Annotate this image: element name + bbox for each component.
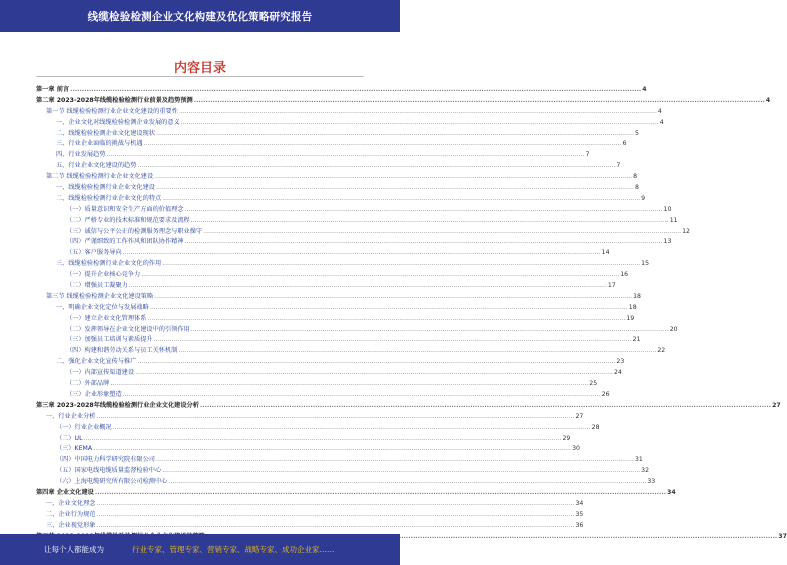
toc-entry-page: 7 (585, 151, 590, 159)
toc-entry-label: （一）建立企业文化管理体系 (66, 314, 147, 322)
toc-leader-dots (194, 96, 765, 107)
toc-entry-label: （四）严谨细致的工作作风和团队协作精神 (66, 238, 184, 246)
toc-leader-dots (150, 303, 628, 314)
toc-entry[interactable] (36, 303, 637, 314)
toc-entry[interactable] (36, 248, 610, 259)
toc-entry-label: （三）诚信与公平公正的检测服务理念与职业操守 (66, 227, 203, 235)
toc-entry-label: （二）增强员工凝聚力 (66, 282, 128, 290)
toc-entry-label: 第二节 线缆检验检测行业企业文化建设 (46, 173, 154, 181)
toc-entry[interactable] (36, 401, 781, 412)
report-title: 线缆检验检测企业文化构建及优化策略研究报告 (87, 11, 313, 23)
toc-entry-page: 32 (641, 467, 650, 475)
toc-entry[interactable] (36, 150, 590, 161)
toc-leader-dots (141, 270, 619, 281)
toc-leader-dots (137, 357, 615, 368)
toc-entry[interactable] (36, 107, 662, 118)
toc-leader-dots (162, 466, 640, 477)
toc-entry-label: 一、明确企业文化定位与发展战略 (56, 303, 149, 311)
toc-leader-dots (110, 379, 588, 390)
toc-divider (36, 76, 364, 77)
toc-entry[interactable] (36, 444, 580, 455)
toc-leader-dots (185, 237, 663, 248)
toc-entry-label: 二、线缆检验检测行业企业文化的特点 (56, 194, 162, 202)
toc-entry-label: （一）内部宣传渠道建设 (66, 369, 135, 377)
toc-entry-page: 20 (669, 325, 678, 333)
toc-leader-dots (200, 401, 771, 412)
toc-entry-page: 17 (607, 282, 616, 290)
toc-entry[interactable] (36, 521, 584, 532)
toc-entry-page: 33 (647, 478, 656, 486)
toc-leader-dots (70, 85, 641, 96)
toc-leader-dots (97, 499, 575, 510)
toc-entry-label: 第三节 线缆检验检测企业文化建设策略 (46, 292, 154, 300)
toc-entry-page: 5 (634, 129, 639, 137)
toc-leader-dots (179, 107, 657, 118)
toc-leader-dots (97, 521, 575, 532)
toc-entry[interactable] (36, 434, 571, 445)
toc-leader-dots (135, 368, 613, 379)
toc-entry[interactable] (36, 499, 584, 510)
toc-entry-label: 五、行业企业文化建设的趋势 (56, 162, 137, 170)
toc-entry[interactable] (36, 466, 650, 477)
toc-entry-page: 30 (572, 445, 580, 453)
toc-entry-page: 15 (641, 260, 650, 268)
toc-entry[interactable] (36, 314, 635, 325)
toc-entry[interactable] (36, 172, 638, 183)
toc-entry-label: 一、行业企业分析 (46, 412, 96, 420)
toc-entry[interactable] (36, 96, 771, 107)
toc-entry[interactable] (36, 292, 641, 303)
toc-entry[interactable] (36, 227, 690, 238)
toc-leader-dots (97, 412, 575, 423)
toc-entry[interactable] (36, 325, 678, 336)
toc-leader-dots (137, 161, 615, 172)
toc-entry[interactable] (36, 488, 676, 499)
toc-leader-dots (123, 248, 601, 259)
toc-entry[interactable] (36, 423, 600, 434)
toc-leader-dots (107, 150, 585, 161)
toc-entry-label: （一）质量意识和安全生产方面的价值理念 (66, 205, 184, 213)
toc-entry-label: 二、企业行为规范 (46, 510, 96, 518)
toc-entry-label: （五）客户服务导向 (66, 249, 122, 257)
toc-entry-page: 16 (620, 271, 629, 279)
toc-entry-page: 11 (669, 216, 678, 224)
toc-entry-page: 27 (772, 401, 781, 409)
toc-entry-label: （二）发挥领导在企业文化建设中的引领作用 (66, 325, 190, 333)
toc-entry-page: 27 (575, 412, 584, 420)
toc-entry[interactable] (36, 259, 650, 270)
toc-leader-dots (162, 194, 640, 205)
toc-entry-page: 12 (682, 227, 690, 235)
toc-entry[interactable] (36, 237, 672, 248)
toc-entry-page: 4 (657, 107, 662, 115)
toc-entry[interactable] (36, 270, 629, 281)
toc-leader-dots (97, 510, 575, 521)
toc-leader-dots (156, 129, 634, 140)
toc-entry-label: 三、线缆检验检测行业企业文化的作用 (56, 260, 162, 268)
toc-entry[interactable] (36, 477, 656, 488)
toc-leader-dots (154, 335, 632, 346)
toc-entry-page: 9 (641, 194, 646, 202)
toc-entry[interactable] (36, 368, 622, 379)
toc-entry-label: （四）构建和谐劳动关系与员工关怀机制 (66, 347, 178, 355)
toc-entry-page: 6 (622, 140, 627, 148)
toc-entry-label: 四、行业发展趋势 (56, 151, 106, 159)
toc-entry-page: 18 (628, 303, 637, 311)
toc-heading: 内容目录 (173, 61, 226, 76)
toc-leader-dots (129, 281, 607, 292)
toc-entry-page: 28 (591, 423, 600, 431)
toc-entry-label: （五）国家电线电缆质量监督检验中心 (56, 467, 162, 475)
toc-leader-dots (154, 172, 632, 183)
toc-leader-dots (162, 259, 640, 270)
toc-entry-label: （四）中国电力科学研究院有限公司 (56, 456, 155, 464)
footer-slogan-right: 行业专家、管理专家、营销专家、战略专家、成功企业家…… (132, 545, 335, 554)
toc-entry-label: 三、企业视觉形象 (46, 521, 96, 529)
footer-slogan-left: 让每个人都能成为 (44, 545, 104, 554)
toc-entry-label: （三）加强员工培训与素质提升 (66, 336, 153, 344)
toc-entry[interactable] (36, 216, 678, 227)
toc-entry[interactable] (36, 85, 647, 96)
toc-entry-label: 第二章 2023-2028年线缆检验检测行业前景及趋势预测 (36, 96, 193, 104)
toc-entry[interactable] (36, 412, 584, 423)
toc-entry-label: 一、企业文化对线缆检验检测企业发展的意义 (56, 118, 180, 126)
toc-entry-page: 13 (663, 238, 672, 246)
header-banner (0, 0, 400, 32)
toc-entry-page: 8 (634, 184, 639, 192)
toc-entry-label: （二）UL (56, 434, 83, 442)
toc-entry-label: 三、行业企业面临的挑战与机遇 (56, 140, 143, 148)
toc-entry-label: 二、线缆检验检测企业文化建设现状 (56, 129, 155, 137)
toc-entry[interactable] (36, 118, 664, 129)
toc-leader-dots (154, 292, 632, 303)
toc-entry[interactable] (36, 129, 639, 140)
toc-entry-page: 7 (616, 162, 621, 170)
toc-entry-page: 19 (626, 314, 635, 322)
toc-entry-label: 二、强化企业文化宣传与推广 (56, 358, 137, 366)
toc-entry-page: 31 (634, 456, 643, 464)
toc-leader-dots (156, 455, 634, 466)
footer-banner (0, 534, 400, 565)
toc-entry-label: 第一章 前言 (36, 86, 70, 93)
toc-entry-label: （一）行业企业概况 (56, 423, 112, 431)
toc-leader-dots (191, 325, 669, 336)
toc-leader-dots (181, 118, 659, 129)
toc-entry-page: 4 (659, 118, 664, 126)
toc-entry-label: 第四章 企业文化建设 (36, 488, 94, 496)
toc-entry-page: 34 (575, 499, 584, 507)
toc-entry[interactable] (36, 183, 639, 194)
toc-leader-dots (168, 477, 646, 488)
toc-entry-page: 37 (778, 532, 787, 540)
toc-entry-page: 4 (642, 86, 647, 93)
toc-entry-page: 35 (575, 510, 584, 518)
toc-entry-page: 29 (562, 434, 571, 442)
toc-entry-label: （三）企业形象塑造 (66, 390, 122, 398)
toc-leader-dots (93, 444, 571, 455)
toc-entry-label: （二）外部品牌 (66, 380, 110, 388)
toc-leader-dots (147, 314, 625, 325)
toc-leader-dots (191, 216, 669, 227)
toc-entry-page: 8 (633, 173, 638, 181)
toc-leader-dots (203, 227, 681, 238)
toc-leader-dots (185, 205, 663, 216)
toc-entry-page: 4 (765, 96, 771, 104)
toc-leader-dots (95, 488, 666, 499)
toc-entry-page: 14 (601, 249, 610, 257)
toc-entry-page: 18 (633, 292, 641, 300)
toc-entry-page: 25 (589, 380, 598, 388)
toc-entry[interactable] (36, 510, 584, 521)
toc-leader-dots (144, 139, 622, 150)
toc-leader-dots (84, 434, 562, 445)
toc-entry-label: （二）严格专业的技术标准和规范要求及流程 (66, 216, 190, 224)
toc-entry-page: 22 (657, 347, 666, 355)
toc-entry-page: 24 (614, 369, 622, 377)
toc-entry-label: （一）提升企业核心竞争力 (66, 271, 141, 279)
toc-entry-label: 一、企业文化理念 (46, 499, 96, 507)
toc-entry[interactable] (36, 194, 646, 205)
toc-entry-label: （三）KEMA (56, 445, 93, 453)
toc-entry[interactable] (36, 205, 672, 216)
toc-entry-page: 34 (667, 488, 676, 496)
toc-entry-page: 10 (663, 205, 672, 213)
toc-entry-page: 36 (575, 521, 584, 529)
toc-entry[interactable] (36, 390, 610, 401)
toc-entry-page: 23 (616, 358, 625, 366)
toc-entry[interactable] (36, 161, 621, 172)
toc-entry-page: 21 (632, 336, 641, 344)
toc-entry-label: （六）上海电缆研究所有限公司检测中心 (56, 478, 168, 486)
toc-entry[interactable] (36, 139, 627, 150)
toc-entry-label: 一、线缆检验检测行业企业文化建设 (56, 184, 155, 192)
toc-leader-dots (113, 423, 591, 434)
toc-entry-label: 第三章 2023-2028年线缆检验检测行业企业文化建设分析 (36, 401, 199, 409)
toc-entry-page: 26 (601, 390, 610, 398)
toc-entry[interactable] (36, 346, 666, 357)
toc-entry-label: 第一节 线缆检验检测行业企业文化建设的重要性 (46, 107, 178, 115)
toc-entry[interactable] (36, 379, 598, 390)
toc-entry[interactable] (36, 281, 616, 292)
toc-entry[interactable] (36, 455, 643, 466)
toc-entry[interactable] (36, 357, 625, 368)
toc-leader-dots (123, 390, 601, 401)
table-of-contents (36, 85, 787, 542)
toc-entry[interactable] (36, 335, 641, 346)
toc-leader-dots (156, 183, 634, 194)
toc-leader-dots (178, 346, 656, 357)
